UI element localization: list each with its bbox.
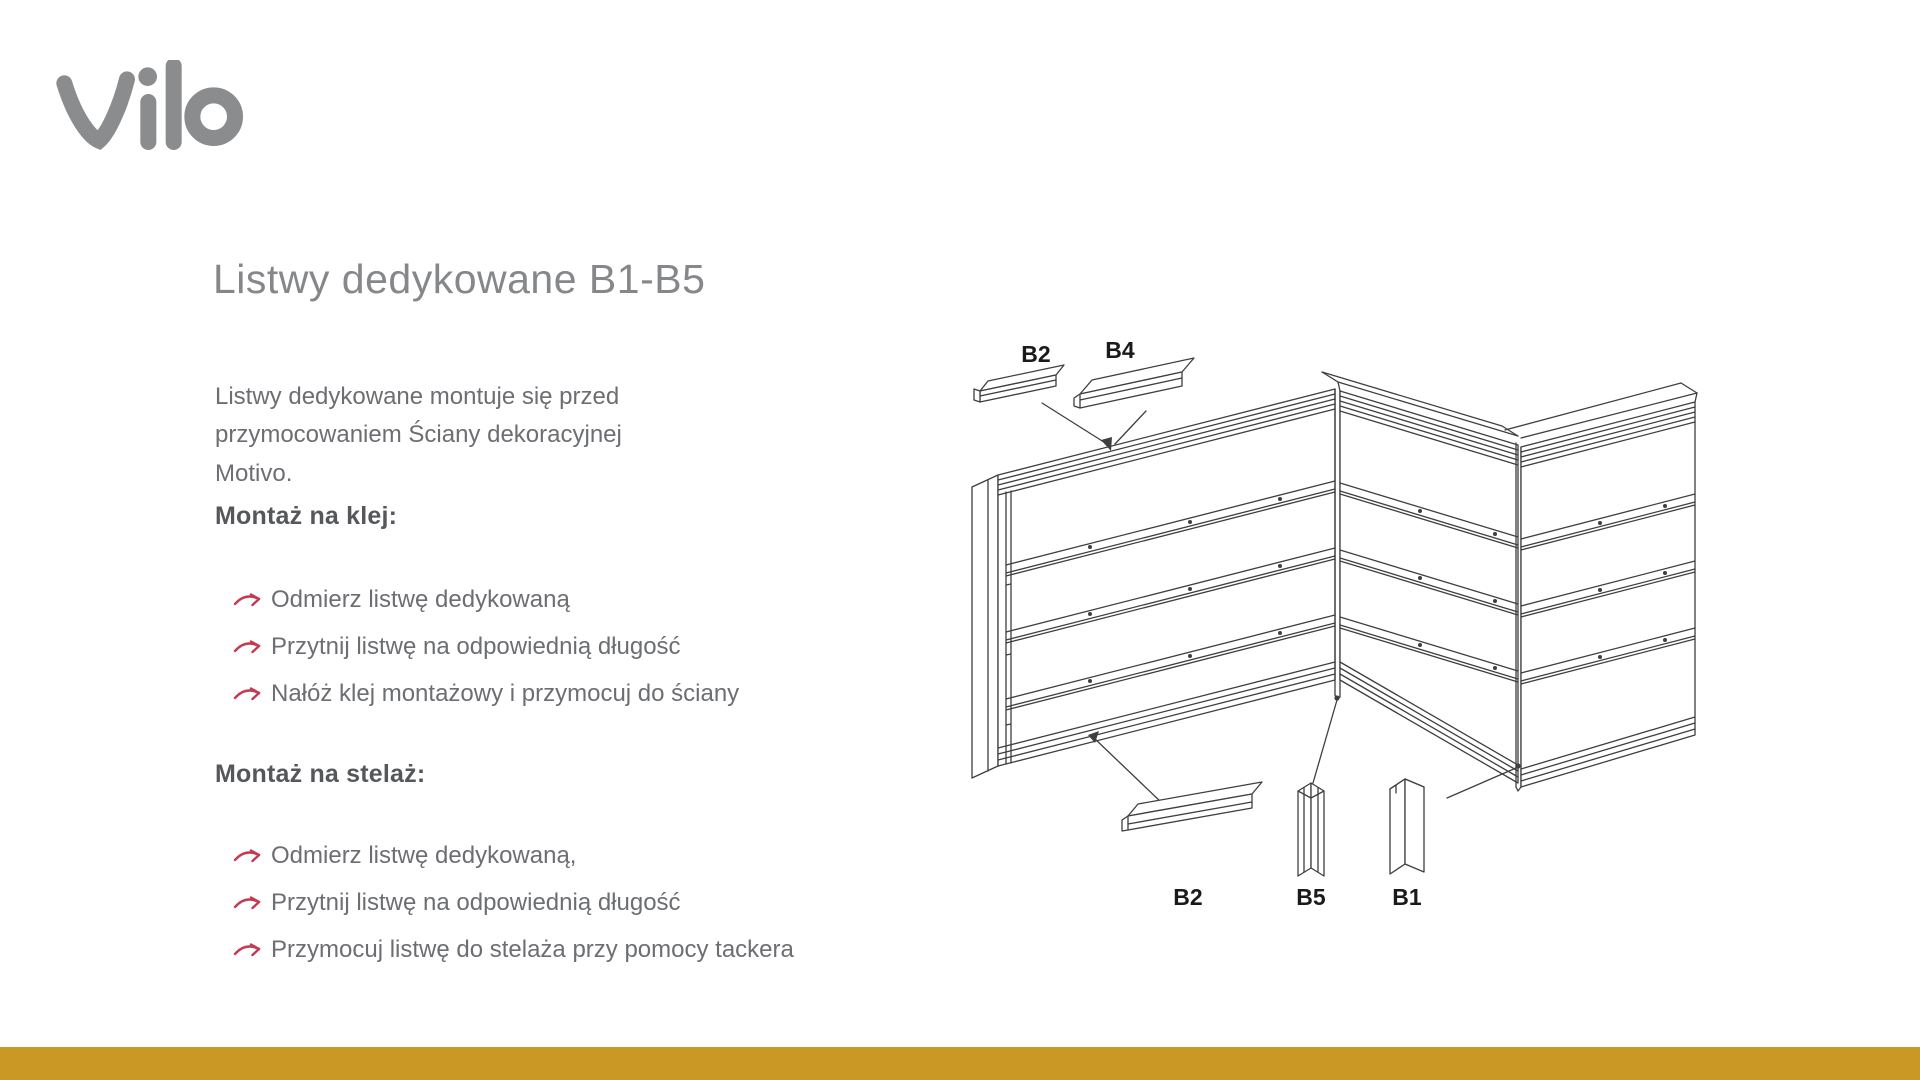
vilo-logo-icon: [55, 60, 255, 160]
vilo-logo: [55, 60, 255, 160]
right-return-wall: [1521, 402, 1695, 787]
leader-b2-bottom: [1088, 731, 1162, 803]
steps-list-frame: [233, 841, 794, 982]
inside-corner-seam: [1335, 389, 1340, 699]
trim-piece-b5: [1298, 783, 1324, 876]
arrow-bullet-icon: [233, 637, 263, 659]
arrow-bullet-icon: [233, 893, 263, 915]
trim-piece-b1: [1390, 779, 1424, 874]
arrow-bullet-icon: [233, 940, 263, 962]
list-item-text: Przytnij listwę na odpowiednią długość: [271, 633, 681, 660]
assembly-diagram: [950, 335, 1730, 920]
list-item-text: Przymocuj listwę do stelaża przy pomocy tackera: [271, 936, 794, 963]
list-item: [233, 632, 739, 662]
diagram-label-b2-top: B2: [1021, 341, 1051, 367]
section-heading-frame: Montaż na stelaż:: [215, 760, 426, 788]
list-item: [233, 888, 794, 918]
leader-b5: [1313, 695, 1340, 783]
steps-list-glue: [233, 585, 739, 726]
trim-piece-b2-top: [974, 365, 1064, 402]
arrow-bullet-icon: [233, 590, 263, 612]
list-item-text: Odmierz listwę dedykowaną: [271, 586, 570, 613]
diagram-label-b1-bottom: B1: [1392, 884, 1422, 910]
list-item: [233, 841, 794, 871]
diagram-label-b2-bottom: B2: [1173, 884, 1203, 910]
left-wall: [972, 389, 1335, 778]
footer-accent-bar: [0, 1047, 1920, 1080]
trim-piece-b4-top: [1074, 358, 1194, 408]
right-wall: [1340, 391, 1518, 783]
arrow-bullet-icon: [233, 846, 263, 868]
arrow-bullet-icon: [233, 684, 263, 706]
page-title: Listwy dedykowane B1-B5: [213, 256, 706, 302]
list-item-text: Przytnij listwę na odpowiednią długość: [271, 889, 681, 916]
intro-text: Listwy dedykowane montuje się przed przymocowaniem Ściany dekoracyjnej Motivo.: [215, 383, 622, 487]
list-item: [233, 935, 794, 965]
diagram-label-b4-top: B4: [1105, 337, 1135, 363]
list-item: [233, 679, 739, 709]
list-item-text: Odmierz listwę dedykowaną,: [271, 842, 577, 869]
trim-piece-b2-bottom: [1122, 782, 1262, 831]
section-heading-glue: Montaż na klej:: [215, 502, 398, 530]
diagram-label-b5-bottom: B5: [1296, 884, 1326, 910]
list-item: [233, 585, 739, 615]
list-item-text: Nałóż klej montażowy i przymocuj do ściany: [271, 680, 740, 707]
